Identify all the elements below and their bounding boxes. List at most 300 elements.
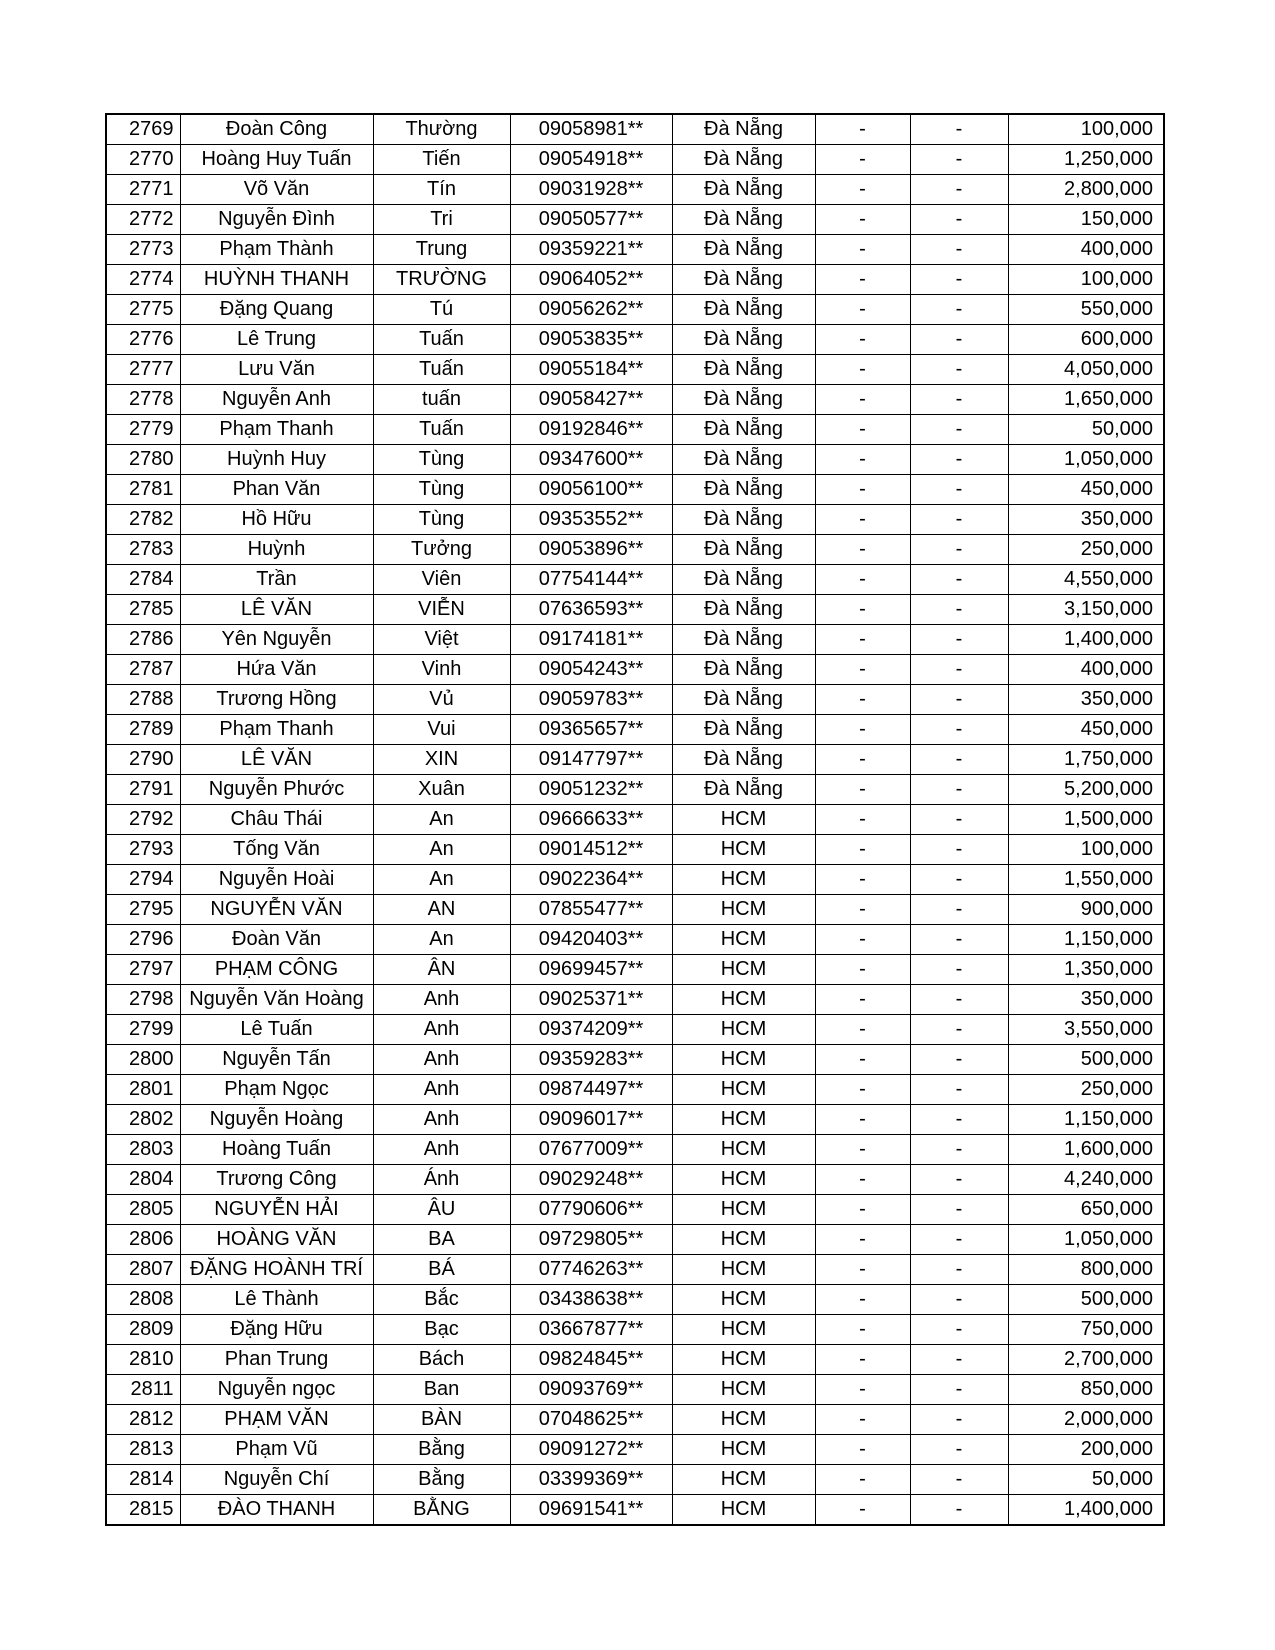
table-row — [106, 295, 1164, 325]
city: HCM — [672, 985, 815, 1015]
column-dash-1: - — [815, 385, 910, 415]
column-dash-1: - — [815, 1045, 910, 1075]
row-number: 2814 — [106, 1465, 180, 1495]
column-dash-2: - — [910, 114, 1008, 145]
phone-number: 09729805** — [510, 1225, 672, 1255]
city: Đà Nẵng — [672, 475, 815, 505]
table-row — [106, 325, 1164, 355]
last-name: Phạm Thành — [180, 235, 373, 265]
phone-number: 09054918** — [510, 145, 672, 175]
amount: 1,750,000 — [1008, 745, 1164, 775]
row-number: 2775 — [106, 295, 180, 325]
city: Đà Nẵng — [672, 355, 815, 385]
table-row — [106, 1015, 1164, 1045]
table-row — [106, 1105, 1164, 1135]
phone-number: 09064052** — [510, 265, 672, 295]
first-name: Tri — [373, 205, 510, 235]
city: Đà Nẵng — [672, 295, 815, 325]
phone-number: 09192846** — [510, 415, 672, 445]
last-name: Phạm Thanh — [180, 715, 373, 745]
city: Đà Nẵng — [672, 445, 815, 475]
amount: 1,350,000 — [1008, 955, 1164, 985]
table-row — [106, 865, 1164, 895]
column-dash-1: - — [815, 235, 910, 265]
first-name: Bách — [373, 1345, 510, 1375]
amount: 500,000 — [1008, 1285, 1164, 1315]
last-name: Hứa Văn — [180, 655, 373, 685]
last-name: Nguyễn Hoàng — [180, 1105, 373, 1135]
column-dash-2: - — [910, 1225, 1008, 1255]
column-dash-1: - — [815, 955, 910, 985]
amount: 5,200,000 — [1008, 775, 1164, 805]
amount: 1,650,000 — [1008, 385, 1164, 415]
column-dash-1: - — [815, 265, 910, 295]
last-name: HUỲNH THANH — [180, 265, 373, 295]
row-number: 2798 — [106, 985, 180, 1015]
row-number: 2790 — [106, 745, 180, 775]
row-number: 2773 — [106, 235, 180, 265]
column-dash-1: - — [815, 1255, 910, 1285]
city: Đà Nẵng — [672, 745, 815, 775]
city: HCM — [672, 1255, 815, 1285]
phone-number: 09359283** — [510, 1045, 672, 1075]
phone-number: 09699457** — [510, 955, 672, 985]
table-row — [106, 595, 1164, 625]
city: Đà Nẵng — [672, 715, 815, 745]
city: HCM — [672, 1375, 815, 1405]
column-dash-1: - — [815, 835, 910, 865]
last-name: Nguyễn ngọc — [180, 1375, 373, 1405]
column-dash-2: - — [910, 745, 1008, 775]
table-row — [106, 145, 1164, 175]
column-dash-2: - — [910, 685, 1008, 715]
city: HCM — [672, 1405, 815, 1435]
column-dash-2: - — [910, 1165, 1008, 1195]
city: HCM — [672, 895, 815, 925]
first-name: BA — [373, 1225, 510, 1255]
phone-number: 09029248** — [510, 1165, 672, 1195]
row-number: 2809 — [106, 1315, 180, 1345]
last-name: Hoàng Tuấn — [180, 1135, 373, 1165]
row-number: 2807 — [106, 1255, 180, 1285]
row-number: 2778 — [106, 385, 180, 415]
phone-number: 09091272** — [510, 1435, 672, 1465]
first-name: Tưởng — [373, 535, 510, 565]
phone-number: 09053835** — [510, 325, 672, 355]
column-dash-2: - — [910, 445, 1008, 475]
amount: 1,400,000 — [1008, 1495, 1164, 1526]
phone-number: 09353552** — [510, 505, 672, 535]
last-name: Huỳnh Huy — [180, 445, 373, 475]
column-dash-1: - — [815, 985, 910, 1015]
column-dash-1: - — [815, 625, 910, 655]
city: HCM — [672, 1225, 815, 1255]
city: Đà Nẵng — [672, 415, 815, 445]
column-dash-1: - — [815, 1345, 910, 1375]
column-dash-1: - — [815, 1375, 910, 1405]
row-number: 2810 — [106, 1345, 180, 1375]
table-row — [106, 1435, 1164, 1465]
amount: 100,000 — [1008, 265, 1164, 295]
city: HCM — [672, 805, 815, 835]
first-name: Việt — [373, 625, 510, 655]
amount: 500,000 — [1008, 1045, 1164, 1075]
city: Đà Nẵng — [672, 655, 815, 685]
phone-number: 09014512** — [510, 835, 672, 865]
column-dash-2: - — [910, 1435, 1008, 1465]
last-name: Trương Hồng — [180, 685, 373, 715]
first-name: Bằng — [373, 1435, 510, 1465]
row-number: 2795 — [106, 895, 180, 925]
column-dash-1: - — [815, 595, 910, 625]
row-number: 2793 — [106, 835, 180, 865]
column-dash-1: - — [815, 355, 910, 385]
first-name: Ánh — [373, 1165, 510, 1195]
last-name: Võ Văn — [180, 175, 373, 205]
city: HCM — [672, 1075, 815, 1105]
last-name: Nguyễn Đình — [180, 205, 373, 235]
table-row — [106, 114, 1164, 145]
first-name: Bằng — [373, 1465, 510, 1495]
city: HCM — [672, 835, 815, 865]
first-name: Viên — [373, 565, 510, 595]
phone-number: 07677009** — [510, 1135, 672, 1165]
column-dash-1: - — [815, 1405, 910, 1435]
first-name: Anh — [373, 1135, 510, 1165]
row-number: 2801 — [106, 1075, 180, 1105]
city: Đà Nẵng — [672, 114, 815, 145]
phone-number: 09824845** — [510, 1345, 672, 1375]
last-name: Hồ Hữu — [180, 505, 373, 535]
table-row — [106, 745, 1164, 775]
column-dash-1: - — [815, 1105, 910, 1135]
table-row — [106, 535, 1164, 565]
column-dash-2: - — [910, 355, 1008, 385]
first-name: Tiến — [373, 145, 510, 175]
first-name: Bạc — [373, 1315, 510, 1345]
phone-number: 07790606** — [510, 1195, 672, 1225]
column-dash-2: - — [910, 1405, 1008, 1435]
row-number: 2782 — [106, 505, 180, 535]
column-dash-1: - — [815, 325, 910, 355]
first-name: Ban — [373, 1375, 510, 1405]
table-row — [106, 1255, 1164, 1285]
city: HCM — [672, 1345, 815, 1375]
table-row — [106, 985, 1164, 1015]
city: HCM — [672, 1135, 815, 1165]
column-dash-2: - — [910, 325, 1008, 355]
last-name: Lê Tuấn — [180, 1015, 373, 1045]
column-dash-1: - — [815, 175, 910, 205]
column-dash-1: - — [815, 685, 910, 715]
last-name: Đoàn Công — [180, 114, 373, 145]
last-name: Phạm Vũ — [180, 1435, 373, 1465]
phone-number: 09174181** — [510, 625, 672, 655]
amount: 900,000 — [1008, 895, 1164, 925]
column-dash-2: - — [910, 715, 1008, 745]
column-dash-2: - — [910, 1135, 1008, 1165]
last-name: PHẠM VĂN — [180, 1405, 373, 1435]
row-number: 2779 — [106, 415, 180, 445]
last-name: HOÀNG VĂN — [180, 1225, 373, 1255]
column-dash-1: - — [815, 925, 910, 955]
first-name: Anh — [373, 1015, 510, 1045]
column-dash-2: - — [910, 1285, 1008, 1315]
table-row — [106, 1315, 1164, 1345]
phone-number: 09031928** — [510, 175, 672, 205]
amount: 4,550,000 — [1008, 565, 1164, 595]
phone-number: 09053896** — [510, 535, 672, 565]
table-row — [106, 415, 1164, 445]
city: HCM — [672, 1495, 815, 1526]
table-row — [106, 1285, 1164, 1315]
column-dash-2: - — [910, 955, 1008, 985]
row-number: 2776 — [106, 325, 180, 355]
row-number: 2799 — [106, 1015, 180, 1045]
first-name: Tín — [373, 175, 510, 205]
table-row — [106, 355, 1164, 385]
city: HCM — [672, 955, 815, 985]
column-dash-2: - — [910, 775, 1008, 805]
first-name: Tú — [373, 295, 510, 325]
column-dash-1: - — [815, 114, 910, 145]
amount: 1,500,000 — [1008, 805, 1164, 835]
row-number: 2789 — [106, 715, 180, 745]
table-row — [106, 1345, 1164, 1375]
last-name: Nguyễn Hoài — [180, 865, 373, 895]
amount: 1,050,000 — [1008, 445, 1164, 475]
row-number: 2769 — [106, 114, 180, 145]
amount: 2,800,000 — [1008, 175, 1164, 205]
table-row — [106, 445, 1164, 475]
column-dash-2: - — [910, 595, 1008, 625]
row-number: 2770 — [106, 145, 180, 175]
column-dash-2: - — [910, 835, 1008, 865]
city: HCM — [672, 1165, 815, 1195]
column-dash-1: - — [815, 775, 910, 805]
amount: 650,000 — [1008, 1195, 1164, 1225]
last-name: Phan Văn — [180, 475, 373, 505]
last-name: Lê Thành — [180, 1285, 373, 1315]
city: HCM — [672, 1285, 815, 1315]
last-name: NGUYỄN HẢI — [180, 1195, 373, 1225]
column-dash-1: - — [815, 415, 910, 445]
column-dash-2: - — [910, 565, 1008, 595]
column-dash-2: - — [910, 1195, 1008, 1225]
column-dash-1: - — [815, 745, 910, 775]
amount: 50,000 — [1008, 415, 1164, 445]
city: Đà Nẵng — [672, 565, 815, 595]
table-row — [106, 1225, 1164, 1255]
column-dash-1: - — [815, 145, 910, 175]
column-dash-2: - — [910, 895, 1008, 925]
amount: 250,000 — [1008, 1075, 1164, 1105]
amount: 150,000 — [1008, 205, 1164, 235]
amount: 450,000 — [1008, 715, 1164, 745]
table-row — [106, 265, 1164, 295]
amount: 1,400,000 — [1008, 625, 1164, 655]
table-row — [106, 385, 1164, 415]
amount: 2,000,000 — [1008, 1405, 1164, 1435]
phone-number: 09147797** — [510, 745, 672, 775]
last-name: Nguyễn Anh — [180, 385, 373, 415]
table-row — [106, 1165, 1164, 1195]
first-name: BÀN — [373, 1405, 510, 1435]
last-name: Tống Văn — [180, 835, 373, 865]
column-dash-2: - — [910, 925, 1008, 955]
row-number: 2784 — [106, 565, 180, 595]
column-dash-1: - — [815, 505, 910, 535]
phone-number: 09347600** — [510, 445, 672, 475]
city: Đà Nẵng — [672, 385, 815, 415]
phone-number: 09054243** — [510, 655, 672, 685]
last-name: LÊ VĂN — [180, 595, 373, 625]
column-dash-2: - — [910, 265, 1008, 295]
row-number: 2815 — [106, 1495, 180, 1526]
first-name: Tùng — [373, 505, 510, 535]
city: Đà Nẵng — [672, 535, 815, 565]
row-number: 2788 — [106, 685, 180, 715]
row-number: 2783 — [106, 535, 180, 565]
amount: 50,000 — [1008, 1465, 1164, 1495]
amount: 850,000 — [1008, 1375, 1164, 1405]
row-number: 2786 — [106, 625, 180, 655]
amount: 800,000 — [1008, 1255, 1164, 1285]
row-number: 2781 — [106, 475, 180, 505]
first-name: Vủ — [373, 685, 510, 715]
last-name: Châu Thái — [180, 805, 373, 835]
city: HCM — [672, 865, 815, 895]
amount: 4,050,000 — [1008, 355, 1164, 385]
row-number: 2774 — [106, 265, 180, 295]
last-name: Hoàng Huy Tuấn — [180, 145, 373, 175]
first-name: An — [373, 925, 510, 955]
phone-number: 09056262** — [510, 295, 672, 325]
column-dash-2: - — [910, 1495, 1008, 1526]
first-name: An — [373, 865, 510, 895]
amount: 100,000 — [1008, 114, 1164, 145]
amount: 250,000 — [1008, 535, 1164, 565]
column-dash-1: - — [815, 1315, 910, 1345]
last-name: Phạm Ngọc — [180, 1075, 373, 1105]
amount: 600,000 — [1008, 325, 1164, 355]
first-name: ÂN — [373, 955, 510, 985]
last-name: Phạm Thanh — [180, 415, 373, 445]
column-dash-2: - — [910, 505, 1008, 535]
first-name: BÁ — [373, 1255, 510, 1285]
table-row — [106, 925, 1164, 955]
table-row — [106, 655, 1164, 685]
row-number: 2806 — [106, 1225, 180, 1255]
city: Đà Nẵng — [672, 175, 815, 205]
column-dash-2: - — [910, 865, 1008, 895]
first-name: Thường — [373, 114, 510, 145]
last-name: Phan Trung — [180, 1345, 373, 1375]
column-dash-2: - — [910, 805, 1008, 835]
amount: 450,000 — [1008, 475, 1164, 505]
first-name: An — [373, 805, 510, 835]
first-name: Anh — [373, 1105, 510, 1135]
city: HCM — [672, 1465, 815, 1495]
column-dash-1: - — [815, 715, 910, 745]
table-row — [106, 1135, 1164, 1165]
donation-table-body — [106, 114, 1164, 1525]
phone-number: 09056100** — [510, 475, 672, 505]
city: HCM — [672, 1315, 815, 1345]
column-dash-1: - — [815, 655, 910, 685]
column-dash-1: - — [815, 1465, 910, 1495]
column-dash-2: - — [910, 175, 1008, 205]
phone-number: 03399369** — [510, 1465, 672, 1495]
phone-number: 09050577** — [510, 205, 672, 235]
city: HCM — [672, 1195, 815, 1225]
table-row — [106, 1375, 1164, 1405]
table-row — [106, 505, 1164, 535]
table-row — [106, 1075, 1164, 1105]
first-name: Anh — [373, 985, 510, 1015]
last-name: Đặng Quang — [180, 295, 373, 325]
city: HCM — [672, 1045, 815, 1075]
column-dash-1: - — [815, 1135, 910, 1165]
row-number: 2805 — [106, 1195, 180, 1225]
first-name: Bắc — [373, 1285, 510, 1315]
column-dash-2: - — [910, 1315, 1008, 1345]
amount: 750,000 — [1008, 1315, 1164, 1345]
last-name: Yên Nguyễn — [180, 625, 373, 655]
table-row — [106, 895, 1164, 925]
table-row — [106, 715, 1164, 745]
phone-number: 09874497** — [510, 1075, 672, 1105]
amount: 550,000 — [1008, 295, 1164, 325]
table-row — [106, 565, 1164, 595]
city: HCM — [672, 1435, 815, 1465]
last-name: NGUYỄN VĂN — [180, 895, 373, 925]
first-name: BẰNG — [373, 1495, 510, 1526]
column-dash-2: - — [910, 475, 1008, 505]
first-name: Xuân — [373, 775, 510, 805]
table-row — [106, 1465, 1164, 1495]
row-number: 2800 — [106, 1045, 180, 1075]
phone-number: 07746263** — [510, 1255, 672, 1285]
row-number: 2787 — [106, 655, 180, 685]
last-name: LÊ VĂN — [180, 745, 373, 775]
column-dash-2: - — [910, 1075, 1008, 1105]
city: Đà Nẵng — [672, 265, 815, 295]
table-row — [106, 805, 1164, 835]
table-row — [106, 1405, 1164, 1435]
column-dash-2: - — [910, 415, 1008, 445]
last-name: Lưu Văn — [180, 355, 373, 385]
first-name: Vui — [373, 715, 510, 745]
phone-number: 07754144** — [510, 565, 672, 595]
last-name: ĐÀO THANH — [180, 1495, 373, 1526]
column-dash-2: - — [910, 985, 1008, 1015]
first-name: An — [373, 835, 510, 865]
row-number: 2802 — [106, 1105, 180, 1135]
phone-number: 09420403** — [510, 925, 672, 955]
table-row — [106, 475, 1164, 505]
column-dash-1: - — [815, 475, 910, 505]
last-name: Nguyễn Tấn — [180, 1045, 373, 1075]
last-name: Trần — [180, 565, 373, 595]
first-name: VIỄN — [373, 595, 510, 625]
city: Đà Nẵng — [672, 595, 815, 625]
city: HCM — [672, 925, 815, 955]
last-name: Nguyễn Chí — [180, 1465, 373, 1495]
first-name: Anh — [373, 1075, 510, 1105]
city: Đà Nẵng — [672, 625, 815, 655]
last-name: Đặng Hữu — [180, 1315, 373, 1345]
